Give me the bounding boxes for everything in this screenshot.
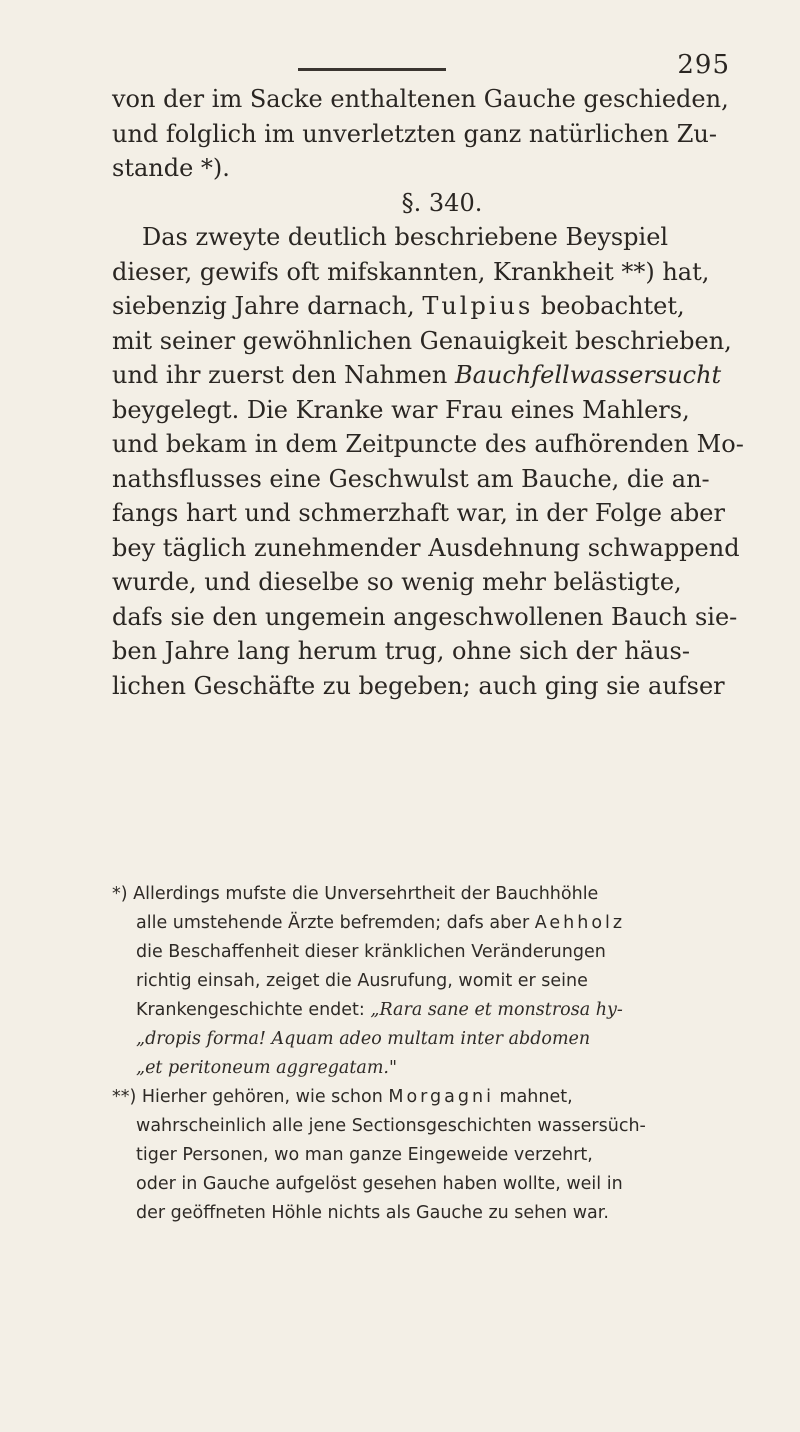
footnote-line: oder in Gauche aufgelöst gesehen haben wollte, weil in	[136, 1174, 623, 1194]
text-line: Das zweyte deutlich beschriebene Beyspiel	[142, 223, 669, 251]
text-segment: siebenzig Jahre darnach,	[112, 292, 415, 320]
text-line: und folglich im unverletzten ganz natürlichen Zu-	[112, 119, 717, 148]
footnote-line	[112, 1083, 732, 1112]
footnote-line: *) Allerdings mufste die Unversehrtheit der Bauchhöhle	[112, 884, 599, 904]
section-heading: §. 340.	[401, 188, 483, 217]
text-line: von der im Sacke enthaltenen Gauche geschieden,	[112, 85, 729, 113]
latin-quote: „dropis forma! Aquam adeo multam inter abdomen	[136, 1029, 591, 1049]
text-line: lichen Geschäfte zu begeben; auch ging sie aufser	[112, 671, 725, 700]
footnote-line: die Beschaffenheit dieser kränklichen Veränderungen	[136, 942, 606, 962]
text-line: beygelegt. Die Kranke war Frau eines Mahlers,	[112, 395, 690, 424]
page-number: 295	[677, 50, 730, 80]
footnote-line: wahrscheinlich alle jene Sectionsgeschichten wassersüch-	[136, 1116, 646, 1136]
footnotes	[112, 880, 732, 1228]
text-line: nathsflusses eine Geschwulst am Bauche, die an-	[112, 464, 710, 493]
text-line: ben Jahre lang herum trug, ohne sich der häus-	[112, 637, 690, 665]
text-line: bey täglich zunehmender Ausdehnung schwappend	[112, 533, 740, 562]
latin-quote: „Rara sane et monstrosa hy-	[370, 1000, 623, 1020]
author-name: Aehholz	[534, 913, 626, 933]
text-segment: **) Hierher gehören, wie schon	[112, 1087, 383, 1107]
footnote-line: richtig einsah, zeiget die Ausrufung, womit er seine	[136, 971, 588, 991]
latin-quote: „et peritoneum aggregatam."	[136, 1058, 398, 1078]
author-name: Tulpius	[422, 292, 534, 320]
header-rule	[298, 68, 446, 71]
text-line: dafs sie den ungemein angeschwollenen Bauch sie-	[112, 602, 738, 631]
text-line: wurde, und dieselbe so wenig mehr belästigte,	[112, 568, 682, 596]
main-text	[112, 82, 744, 703]
text-line	[112, 289, 722, 324]
text-line: stande *).	[112, 154, 230, 182]
disease-name: Bauchfellwassersucht	[454, 361, 722, 389]
text-segment: und ihr zuerst den Nahmen	[112, 361, 448, 389]
footnote-line: der geöffneten Höhle nichts als Gauche zu sehen war.	[136, 1203, 609, 1223]
text-line: fangs hart und schmerzhaft war, in der Folge aber	[112, 499, 725, 527]
footnote-line: tiger Personen, wo man ganze Eingeweide verzehrt,	[136, 1145, 593, 1165]
text-segment: Krankengeschichte endet:	[136, 1000, 365, 1020]
footnote-line	[112, 996, 732, 1025]
text-line	[112, 358, 722, 393]
author-name: Morgagni	[388, 1087, 494, 1107]
text-segment: mahnet,	[499, 1087, 573, 1107]
text-segment: beobachtet,	[540, 292, 685, 320]
text-line: dieser, gewifs oft mifskannten, Krankheit **) hat,	[112, 257, 710, 286]
footnote-line	[112, 909, 732, 938]
text-line: und bekam in dem Zeitpuncte des aufhörenden Mo-	[112, 430, 744, 458]
text-segment: alle umstehende Ärzte befremden; dafs aber	[136, 913, 530, 933]
text-line: mit seiner gewöhnlichen Genauigkeit beschrieben,	[112, 326, 732, 355]
